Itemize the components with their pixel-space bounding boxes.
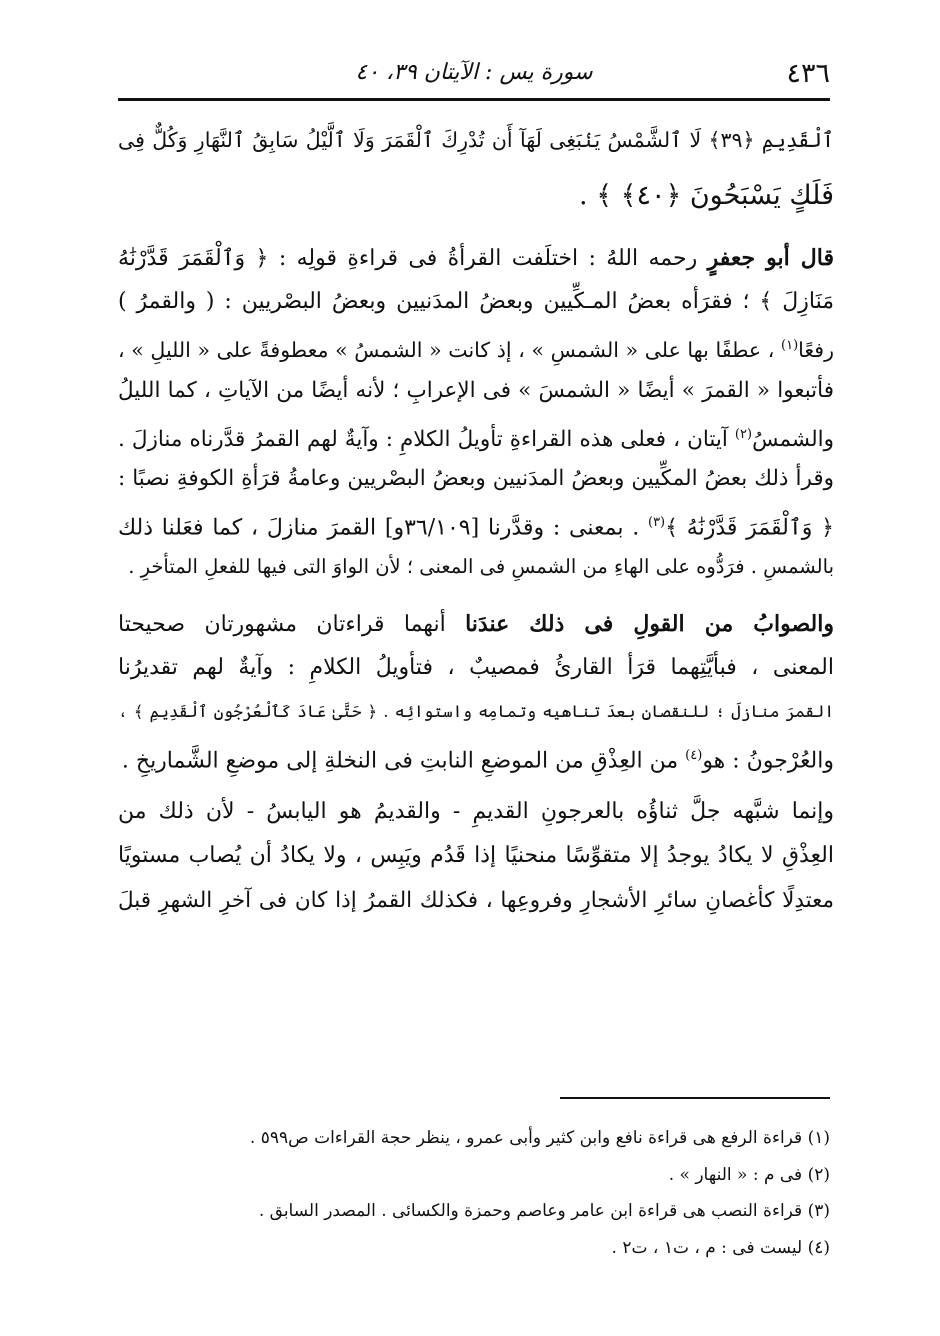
paragraph-line: فأتبعوا « القمرَ » أيضًا « الشمسَ » فى الإعرابِ ؛ لأنه أيضًا من الآياتِ ، كما الليلُ xyxy=(118,377,834,403)
footnote: (٢) فى م : « النهار » . xyxy=(668,1164,830,1185)
line-text: آيتان ، فعلى هذه القراءةِ تأويلُ الكلامِ : وآيةٌ لهم القمرُ قدَّرناه منازلَ . xyxy=(118,426,735,452)
paragraph-gap xyxy=(118,778,834,790)
footnote-ref: (١) xyxy=(781,338,799,354)
footnote-ref: (٣) xyxy=(647,515,666,531)
footnote-ref: (٢) xyxy=(734,426,753,442)
footnote-ref: (٤) xyxy=(685,748,703,764)
paragraph-line xyxy=(118,501,834,545)
line-text: ، عطفًا بها على « الشمسِ » ، إذ كانت « الشمسُ » معطوفةً على « الليلِ » ، xyxy=(118,338,782,363)
line-text: والعُرْجونُ : هو xyxy=(702,748,834,774)
running-title: سورة يس : الآيتان ٣٩، ٤٠ xyxy=(355,60,593,85)
footnote: (١) قراءة الرفع هى قراءة نافع وابن كثير وأبى عمرو ، ينظر حجة القراءات ص٥٩٩ . xyxy=(249,1128,830,1148)
page-body xyxy=(118,112,834,923)
footnote: (٤) ليست فى : م ، ت١ ، ت٢ . xyxy=(611,1237,830,1258)
paragraph-line: مَنَازِلَ ﴾ ؛ فقرَأه بعضُ المـكِّيين وبعضُ المدَنيين وبعضُ البصْريين : ( والقمرُ ) xyxy=(118,289,834,315)
speaker-name: قال أبو جعفرٍ xyxy=(707,245,834,271)
footnote: (٣) قراءة النصب هى قراءة ابن عامر وعاصم وحمزة والكسائى . المصدر السابق . xyxy=(258,1201,830,1221)
paragraph-line xyxy=(118,734,834,778)
line-text: رفعًا xyxy=(798,338,834,363)
paragraph-line xyxy=(118,324,834,368)
line-text: أنهما قراءتان مشهورتان صحيحتا xyxy=(118,611,466,637)
line-text: من العِذْقِ من الموضعِ النابتِ فى النخلةِ إلى موضعِ الشَّماريخِ . xyxy=(121,748,686,774)
paragraph-lead: والصوابُ من القولِ فى ذلك عندَنا xyxy=(465,610,834,637)
paragraph-line: العِذْقِ لا يكادُ يوجدُ إلا متقوِّسًا منحنيًا إذا قَدُم ويَبِس ، ولا يكادُ أن يُصاب مستويًا xyxy=(118,843,834,869)
quoted-verse: ﴿ وَٱلْقَمَرَ قَدَّرْنَٰهُ ﴾ xyxy=(665,515,834,541)
paragraph-line: المعنى ، فبأيَّتِهما قرَأ القارئُ فمصيبٌ ، فتأويلُ الكلامِ : وآيةٌ لهم تقديرُنا xyxy=(118,654,834,680)
line-text: . بمعنى : وقدَّرنا [٣٦/١٠٩و] القمرَ منازلَ ، كما فعَلنا ذلك xyxy=(118,515,648,541)
paragraph-line: وقرأ ذلك بعضُ المكِّيين وبعضُ المدَنيين وبعضُ البصْريين وعامةُ قرَأةِ الكوفةِ نصبًا : xyxy=(118,465,834,491)
verse-line: ٱلْقَدِيمِ ﴿٣٩﴾ لَا ٱلشَّمْسُ يَنۢبَغِى لَهَآ أَن تُدْرِكَ ٱلْقَمَرَ وَلَا ٱلَّيْلُ سَابِقُ ٱلنَّهَارِ وَكُلٌّ فِى xyxy=(118,128,834,152)
page-number: ٤٣٦ xyxy=(786,58,830,89)
footnotes xyxy=(118,1120,830,1266)
paragraph-line: معتدِلًا كأغصانِ سائرِ الأشجارِ وفروعِها ، فكذلك القمرُ إذا كان فى آخرِ الشهرِ قبلَ xyxy=(118,887,834,913)
paragraph-line: بالشمسِ . فرَدُّوه على الهاءِ من الشمسِ فى المعنى ؛ لأن الواوَ التى فيها للفعلِ المتأخرِ . xyxy=(128,555,834,579)
footnote-separator xyxy=(560,1097,830,1099)
paragraph-line: القمرَ منازلَ ؛ للنقصانِ بعدَ تناهيه وتمامِه واستوائِه . ﴿ حَتَّىٰ عَادَ كَٱلْعُرْجُونِ ٱلْقَدِيمِ ﴾ ، xyxy=(118,701,834,721)
paragraph-line: وإنما شبَّهه جلَّ ثناؤُه بالعرجونِ القديمِ - والقديمُ هو اليابسُ - لأن ذلك من xyxy=(118,799,834,825)
line-text: والشمسُ xyxy=(752,426,834,452)
paragraph-gap xyxy=(118,590,834,602)
line-text: رحمه اللهُ : اختلَفت القرأةُ فى قراءةِ قولِه : ﴿ وَٱلْقَمَرَ قَدَّرْنَٰهُ xyxy=(118,246,708,271)
header-rule xyxy=(118,98,830,101)
paragraph-line xyxy=(118,413,834,457)
paragraph-line xyxy=(118,602,834,646)
page-header xyxy=(118,52,830,96)
verse-line: فَلَكٍ يَسْبَحُونَ ﴿٤٠﴾ ﴾ . xyxy=(579,180,834,211)
paragraph-line xyxy=(118,236,834,280)
paragraph-gap xyxy=(118,224,834,236)
